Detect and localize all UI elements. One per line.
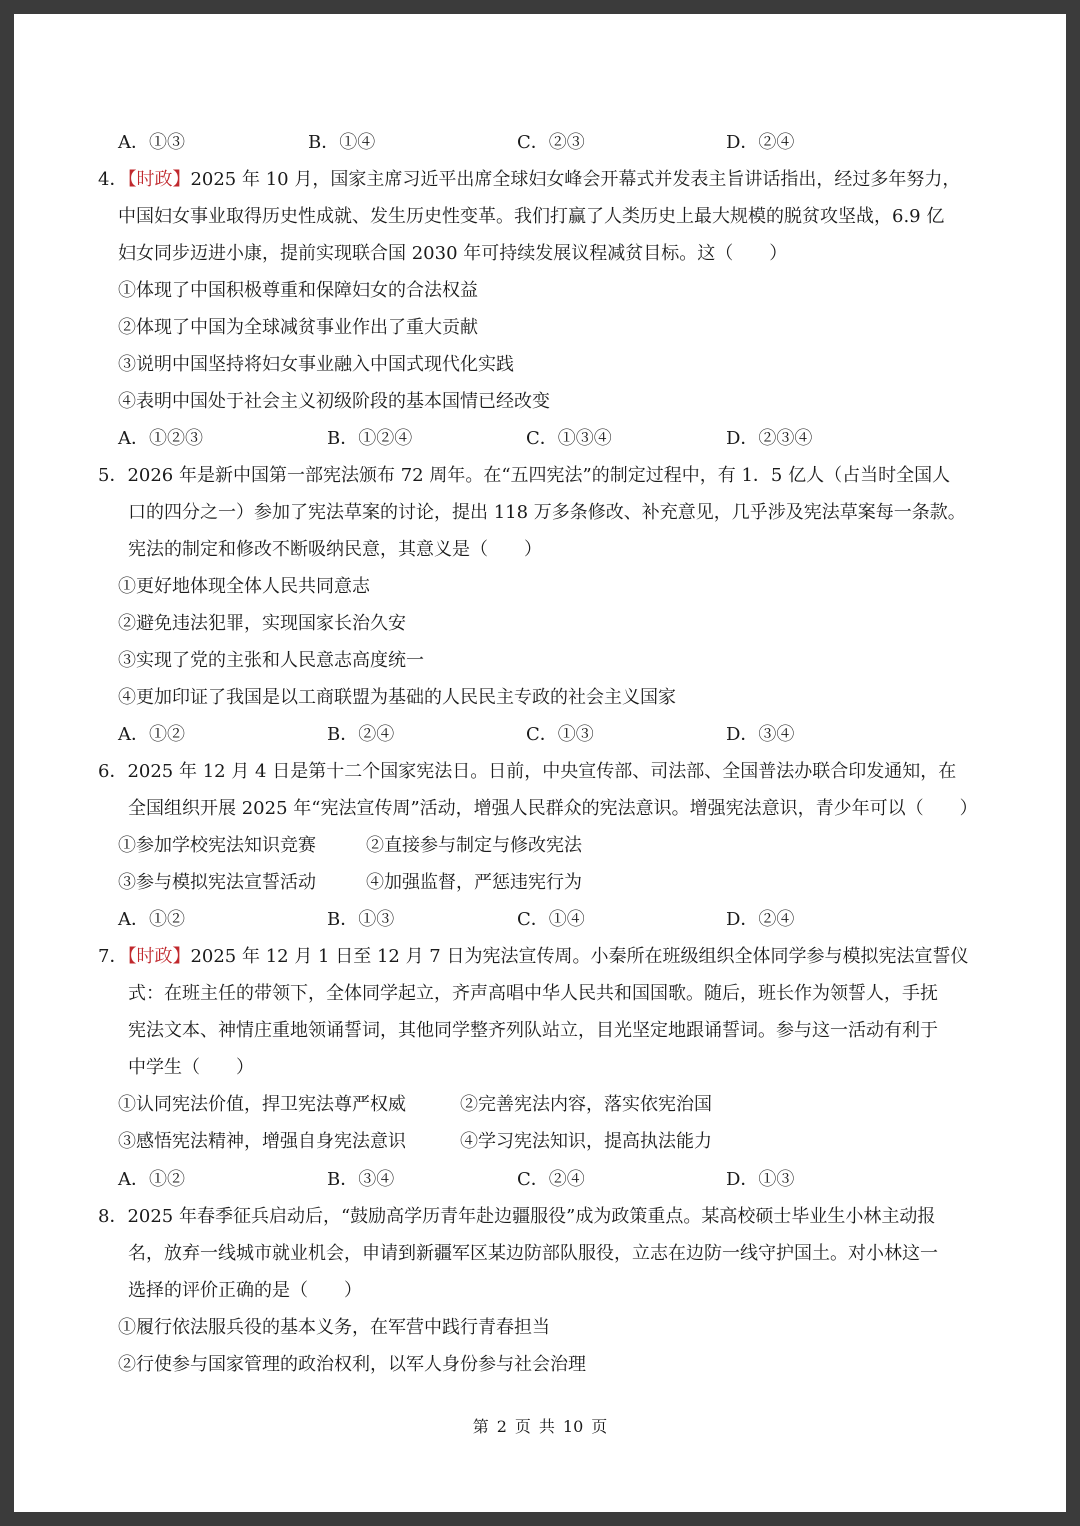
q6-stem-line-1: 6．2025 年 12 月 4 日是第十二个国家宪法日。日前，中央宣传部、司法部、全国普法办联合印发通知，在 bbox=[98, 761, 957, 782]
q7-stem-line-1 bbox=[98, 944, 968, 970]
q6-item-3: ③参与模拟宪法宣誓活动 bbox=[118, 872, 316, 893]
q7-tag: 【时政】 bbox=[127, 946, 191, 967]
q4-stem-line-2: 中国妇女事业取得历史性成就、发生历史性变革。我们打赢了人类历史上最大规模的脱贫攻坚战，6.9 亿 bbox=[118, 206, 945, 227]
q8-item-1: ①履行依法服兵役的基本义务，在军营中践行青春担当 bbox=[118, 1317, 550, 1338]
footer-gong: 共 bbox=[538, 1417, 555, 1436]
footer-ye-2: 页 bbox=[591, 1417, 608, 1436]
q4-option-d: D．②③④ bbox=[726, 428, 813, 449]
q6-stem-line-2: 全国组织开展 2025 年“宪法宣传周”活动，增强人民群众的宪法意识。增强宪法意识，青少年可以（ ） bbox=[128, 798, 978, 819]
q7-text-1: 2025 年 12 月 1 日至 12 月 7 日为宪法宣传周。小秦所在班级组织全体同学参与模拟宪法宣誓仪 bbox=[190, 946, 969, 967]
footer-di: 第 bbox=[472, 1417, 489, 1436]
q5-item-2: ②避免违法犯罪，实现国家长治久安 bbox=[118, 613, 406, 634]
q4-stem-line-1 bbox=[98, 167, 960, 193]
q5-item-1: ①更好地体现全体人民共同意志 bbox=[118, 576, 370, 597]
q4-text-1: 2025 年 10 月，国家主席习近平出席全球妇女峰会开幕式并发表主旨讲话指出，经过多年努力， bbox=[190, 169, 961, 190]
q3-option-d: D．②④ bbox=[726, 132, 795, 153]
q5-stem-line-1: 5．2026 年是新中国第一部宪法颁布 72 周年。在“五四宪法”的制定过程中，有 1．5 亿人（占当时全国人 bbox=[98, 465, 951, 486]
q4-option-c: C．①③④ bbox=[526, 428, 612, 449]
q7-item-1: ①认同宪法价值，捍卫宪法尊严权威 bbox=[118, 1094, 406, 1115]
q4-item-2: ②体现了中国为全球减贫事业作出了重大贡献 bbox=[118, 317, 478, 338]
q7-stem-line-4: 中学生（ ） bbox=[128, 1057, 254, 1078]
q5-item-3: ③实现了党的主张和人民意志高度统一 bbox=[118, 650, 424, 671]
q3-option-b: B．①④ bbox=[308, 132, 376, 153]
q4-tag: 【时政】 bbox=[127, 169, 191, 190]
q7-option-c: C．②④ bbox=[517, 1169, 585, 1190]
q7-stem-line-2: 式：在班主任的带领下，全体同学起立，齐声高唱中华人民共和国国歌。随后，班长作为领誓人，手抚 bbox=[128, 983, 938, 1004]
q4-item-1: ①体现了中国积极尊重和保障妇女的合法权益 bbox=[118, 280, 478, 301]
q6-item-2: ②直接参与制定与修改宪法 bbox=[366, 835, 582, 856]
q7-option-b: B．③④ bbox=[327, 1169, 395, 1190]
q6-item-1: ①参加学校宪法知识竞赛 bbox=[118, 835, 316, 856]
q6-option-b: B．①③ bbox=[327, 909, 395, 930]
q7-stem-line-3: 宪法文本、神情庄重地领诵誓词，其他同学整齐列队站立，目光坚定地跟诵誓词。参与这一活动有利于 bbox=[128, 1020, 938, 1041]
q8-stem-line-2: 名，放弃一线城市就业机会，申请到新疆军区某边防部队服役，立志在边防一线守护国土。对小林这一 bbox=[128, 1243, 938, 1264]
q5-option-c: C．①③ bbox=[526, 724, 594, 745]
q3-option-c: C．②③ bbox=[517, 132, 585, 153]
q6-option-a: A．①② bbox=[118, 909, 185, 930]
q5-stem-line-2: 口的四分之一）参加了宪法草案的讨论，提出 118 万多条修改、补充意见，几乎涉及宪法草案每一条款。 bbox=[128, 502, 966, 523]
q4-option-b: B．①②④ bbox=[327, 428, 413, 449]
q8-item-2: ②行使参与国家管理的政治权利，以军人身份参与社会治理 bbox=[118, 1354, 586, 1375]
q6-item-4: ④加强监督，严惩违宪行为 bbox=[366, 872, 582, 893]
q5-option-a: A．①② bbox=[118, 724, 185, 745]
q4-option-a: A．①②③ bbox=[118, 428, 203, 449]
page-content bbox=[14, 14, 1066, 1512]
exam-page bbox=[14, 14, 1066, 1512]
page-footer bbox=[14, 1416, 1066, 1438]
footer-ye: 页 bbox=[514, 1417, 531, 1436]
q7-item-3: ③感悟宪法精神，增强自身宪法意识 bbox=[118, 1131, 406, 1152]
q7-option-d: D．①③ bbox=[726, 1169, 795, 1190]
q8-stem-line-3: 选择的评价正确的是（ ） bbox=[128, 1280, 362, 1301]
q7-option-a: A．①② bbox=[118, 1169, 185, 1190]
q4-item-3: ③说明中国坚持将妇女事业融入中国式现代化实践 bbox=[118, 354, 514, 375]
q6-option-d: D．②④ bbox=[726, 909, 795, 930]
footer-page-number: 2 bbox=[496, 1417, 507, 1436]
q4-item-4: ④表明中国处于社会主义初级阶段的基本国情已经改变 bbox=[118, 391, 550, 412]
q7-item-2: ②完善宪法内容，落实依宪治国 bbox=[460, 1094, 712, 1115]
q5-item-4: ④更加印证了我国是以工商联盟为基础的人民民主专政的社会主义国家 bbox=[118, 687, 676, 708]
q7-item-4: ④学习宪法知识，提高执法能力 bbox=[460, 1131, 712, 1152]
q3-option-a: A．①③ bbox=[118, 132, 185, 153]
q7-number: 7． bbox=[98, 946, 128, 967]
q5-option-b: B．②④ bbox=[327, 724, 395, 745]
q4-number: 4． bbox=[98, 169, 128, 190]
footer-total-pages: 10 bbox=[562, 1417, 584, 1436]
q4-stem-line-3: 妇女同步迈进小康，提前实现联合国 2030 年可持续发展议程减贫目标。这（ ） bbox=[118, 243, 788, 264]
q6-option-c: C．①④ bbox=[517, 909, 585, 930]
q5-stem-line-3: 宪法的制定和修改不断吸纳民意，其意义是（ ） bbox=[128, 539, 542, 560]
q5-option-d: D．③④ bbox=[726, 724, 795, 745]
q8-stem-line-1: 8．2025 年春季征兵启动后，“鼓励高学历青年赴边疆服役”成为政策重点。某高校硕士毕业生小林主动报 bbox=[98, 1206, 936, 1227]
